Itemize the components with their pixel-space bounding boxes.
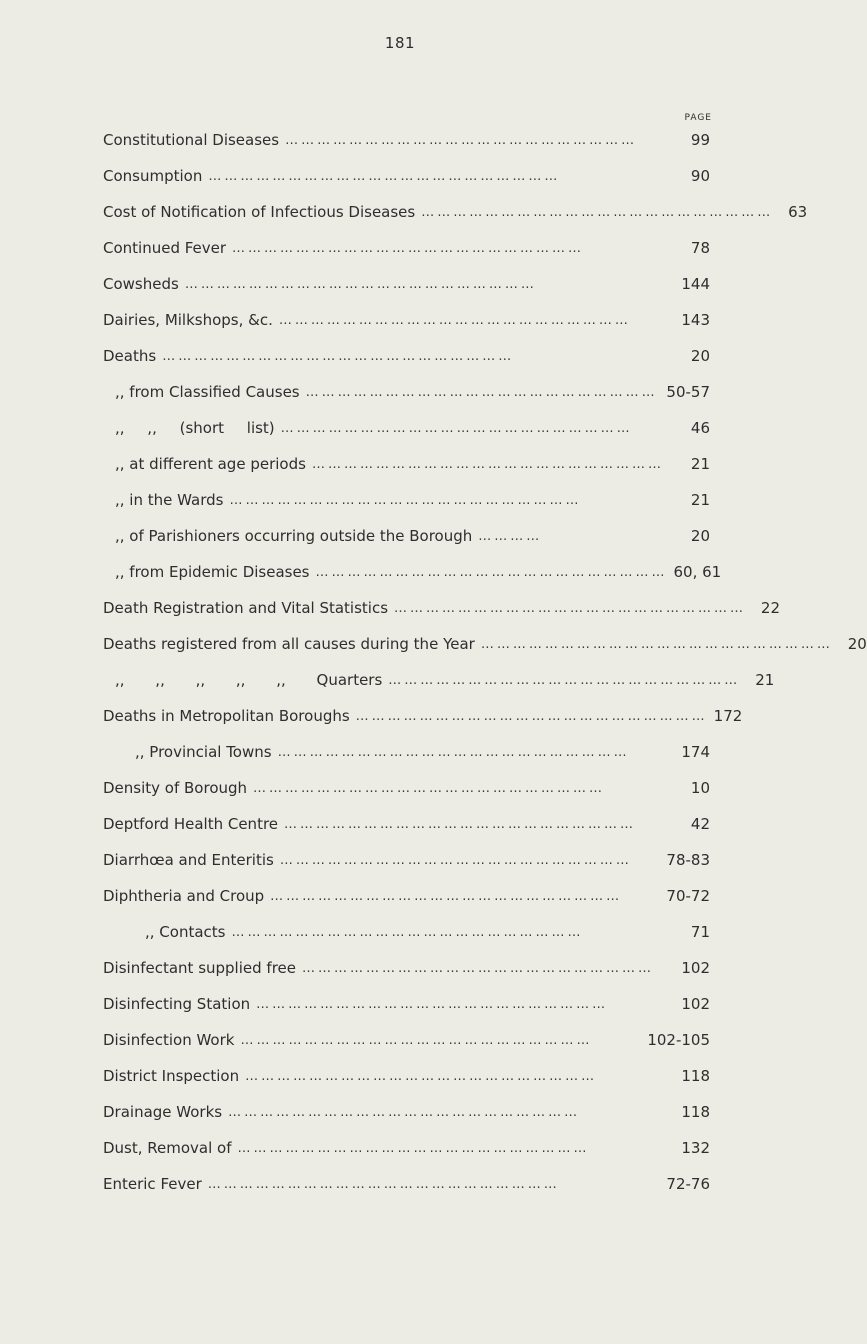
entry-page: 102-105 (647, 1031, 710, 1049)
entry-label: Death Registration and Vital Statistics (103, 599, 389, 617)
entry-page: 46 (690, 419, 710, 437)
entry-page: 78 (690, 239, 710, 257)
index-subentry (135, 737, 710, 767)
entry-label: ,, Contacts (145, 923, 226, 941)
entry-page: 21 (755, 671, 775, 689)
entry-label: Cost of Notification of Infectious Diseases (103, 203, 416, 221)
entry-page: 118 (681, 1103, 710, 1121)
entry-page: 22 (760, 599, 781, 617)
entry-label: Deptford Health Centre (103, 815, 279, 833)
leader-dots: ………………………………………………………… (279, 852, 632, 868)
index-entry (103, 701, 743, 731)
entry-page: 132 (681, 1139, 710, 1157)
leader-dots: ………………………………………………………… (394, 600, 747, 616)
index-entry (103, 773, 710, 803)
entry-label: ,, from Epidemic Diseases (115, 563, 310, 581)
entry-page: 174 (681, 743, 710, 761)
entry-label: Deaths in Metropolitan Boroughs (103, 707, 350, 725)
index-entry (103, 989, 710, 1019)
leader-dots: ………………………………………………………… (229, 492, 582, 508)
entry-label: ,, Provincial Towns (135, 743, 272, 761)
index-entry (103, 593, 781, 623)
index-subentry (115, 665, 775, 695)
entry-page: 118 (681, 1067, 710, 1085)
entry-page: 70-72 (666, 887, 710, 905)
page-column-header: PAGE (684, 113, 712, 123)
leader-dots: ………………………………………………………… (245, 1068, 598, 1084)
leader-dots: ………………………………………………………… (237, 1140, 590, 1156)
entry-page: 144 (681, 275, 710, 293)
leader-dots: ………………………………………………………… (207, 1176, 560, 1192)
entry-page: 72-76 (666, 1175, 710, 1193)
entry-label: Deaths (103, 347, 157, 365)
index-subentry (115, 521, 710, 551)
leader-dots: ………………………………………………………… (355, 708, 708, 724)
index-entry (103, 1097, 710, 1127)
entry-label: Diphtheria and Croup (103, 887, 265, 905)
index-entry (103, 341, 710, 371)
entry-label: Constitutional Diseases (103, 131, 280, 149)
entry-page: 21 (690, 455, 710, 473)
leader-dots: ………………………………………………………… (184, 276, 537, 292)
entry-page: 78-83 (666, 851, 710, 869)
entry-page: 63 (788, 203, 808, 221)
entry-label: Dust, Removal of (103, 1139, 232, 1157)
index-subentry (115, 449, 710, 479)
entry-label: Consumption (103, 167, 203, 185)
entry-page: 50-57 (666, 383, 710, 401)
entry-label: Disinfection Work (103, 1031, 235, 1049)
leader-dots: ………………………………………………………… (280, 420, 633, 436)
leader-dots: ………………………………………………………… (231, 924, 584, 940)
entry-label: ,, from Classified Causes (115, 383, 300, 401)
index-entry (103, 1169, 710, 1199)
leader-dots: ………………………………………………………… (240, 1032, 593, 1048)
leader-dots: ………………………………………………………… (285, 132, 638, 148)
entry-label: Drainage Works (103, 1103, 223, 1121)
leader-dots: ………………………………………………………… (302, 960, 654, 976)
index-subentry (145, 917, 710, 947)
entry-label: Dairies, Milkshops, &c. (103, 311, 273, 329)
entry-label: ,, in the Wards (115, 491, 224, 509)
leader-dots: ………………………………………………………… (284, 816, 637, 832)
entry-label: Enteric Fever (103, 1175, 202, 1193)
index-subentry (115, 557, 722, 587)
entry-label: ,, ,, ,, ,, ,, Quarters (115, 671, 383, 689)
leader-dots: ………………………………………………………… (388, 672, 741, 688)
leader-dots: ………………………………………………………… (232, 240, 585, 256)
index-entry (103, 1025, 710, 1055)
index-entry (103, 953, 710, 983)
leader-dots: ………………………………………………………… (278, 312, 631, 328)
leader-dots: ………………………………………………………… (270, 888, 623, 904)
leader-dots: ………………………………………………………… (421, 204, 774, 220)
entry-label: Continued Fever (103, 239, 227, 257)
index-entry (103, 881, 710, 911)
entry-label: Disinfecting Station (103, 995, 251, 1013)
entry-page: 20 (690, 527, 710, 545)
entry-page: 71 (690, 923, 710, 941)
index-entry (103, 845, 710, 875)
index-entry (103, 1061, 710, 1091)
entry-label: District Inspection (103, 1067, 240, 1085)
leader-dots: ………………………………………………………… (162, 348, 515, 364)
entry-page: 42 (690, 815, 710, 833)
entry-page: 20 (847, 635, 867, 653)
entry-page: 20 (690, 347, 710, 365)
entry-page: 90 (690, 167, 710, 185)
leader-dots: ………………………………………………………… (277, 744, 630, 760)
entry-page: 172 (713, 707, 743, 725)
leader-dots: ………………………………………………………… (208, 168, 561, 184)
index-entry (103, 125, 710, 155)
index-entry (103, 161, 710, 191)
leader-dots: ………………………………………………………… (311, 456, 664, 472)
index-entry (103, 197, 808, 227)
entry-label: Diarrhœa and Enteritis (103, 851, 274, 869)
entry-label: ,, of Parishioners occurring outside the Borough (115, 527, 473, 545)
index-entry (103, 305, 710, 335)
entry-page: 10 (690, 779, 710, 797)
entry-label: ,, at different age periods (115, 455, 306, 473)
entry-label: Disinfectant supplied free (103, 959, 296, 977)
leader-dots: ………………………………………………………… (253, 780, 606, 796)
entry-label: ,, ,, (short list) (115, 419, 275, 437)
entry-page: 143 (681, 311, 710, 329)
leader-dots: ………………………………………………………… (256, 996, 609, 1012)
index-entry (103, 269, 710, 299)
index-entry (103, 233, 710, 263)
entry-page: 60, 61 (673, 563, 722, 581)
leader-dots: ………………………………………………………… (305, 384, 658, 400)
index-entry (103, 1133, 710, 1163)
leader-dots: ………………………………………………………… (480, 636, 833, 652)
leader-dots: ………… (478, 528, 543, 544)
index-subentry (115, 377, 710, 407)
entry-page: 99 (690, 131, 710, 149)
entry-label: Cowsheds (103, 275, 179, 293)
index-entry (103, 809, 710, 839)
index-subentry (115, 413, 710, 443)
index-subentry (115, 485, 710, 515)
entry-page: 102 (681, 959, 710, 977)
entry-page: 102 (681, 995, 710, 1013)
entry-label: Density of Borough (103, 779, 248, 797)
entry-page: 21 (690, 491, 710, 509)
entry-label: Deaths registered from all causes during the Year (103, 635, 475, 653)
leader-dots: ………………………………………………………… (228, 1104, 581, 1120)
page-number: 181 (384, 34, 416, 52)
leader-dots: ………………………………………………………… (315, 564, 668, 580)
index-entry (103, 629, 867, 659)
